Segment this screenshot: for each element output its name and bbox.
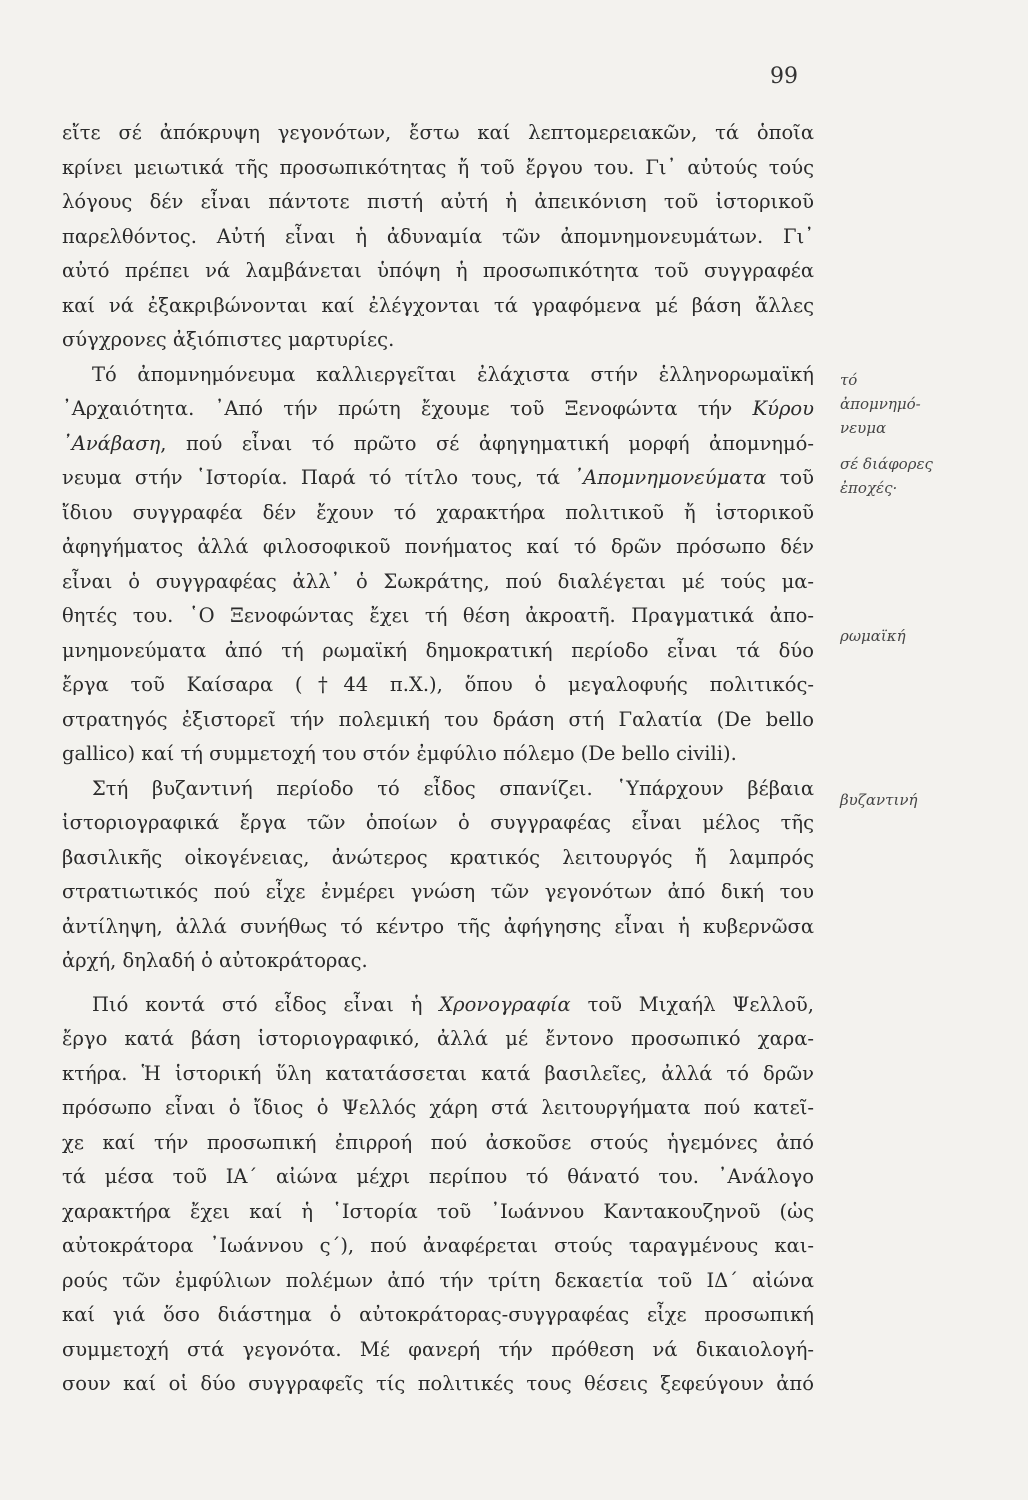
text-segment: Πιό κοντά στό εἶδος εἶναι ἡ [92, 992, 423, 1016]
text-line: κτήρα. Ἡ ἱστορική ὕλη κατατάσσεται κατά βασιλεῖες, ἀλλά τό δρῶν [62, 1061, 814, 1085]
text-line: ἔργο κατά βάση ἱστοριογραφικό, ἀλλά μέ ἔντονο προσωπικό χαρα- [62, 1027, 814, 1050]
margin-note: ἀπομνημό- [840, 395, 921, 413]
text-line: τά μέσα τοῦ ΙΑ΄ αἰώνα μέχρι περίπου τό θάνατό του. ᾿Ανάλογο [62, 1165, 814, 1188]
text-line: πρόσωπο εἶναι ὁ ἴδιος ὁ Ψελλός χάρη στά λειτουργήματα πού κατεῖ- [62, 1096, 814, 1119]
text-line: ἱστοριογραφικά ἔργα τῶν ὁποίων ὁ συγγραφέας εἶναι μέλος τῆς [62, 811, 814, 834]
text-segment: τοῦ Μιχαήλ Ψελλοῦ, [587, 992, 814, 1016]
text-line: Στή βυζαντινή περίοδο τό εἶδος σπανίζει. ῾Υπάρχουν βέβαια [92, 776, 814, 800]
text-line: μνημονεύματα ἀπό τή ρωμαϊκή δημοκρατική περίοδο εἶναι τά δύο [62, 638, 814, 662]
text-line: ρούς τῶν ἐμφύλιων πολέμων ἀπό τήν τρίτη δεκαετία τοῦ ΙΔ΄ αἰώνα [62, 1268, 814, 1292]
text-line: Τό ἀπομνημόνευμα καλλιεργεῖται ἐλάχιστα στήν ἑλληνορωμαϊκή [92, 362, 814, 386]
text-line: ἀντίληψη, ἀλλά συνήθως τό κέντρο τῆς ἀφήγησης εἶναι ἡ κυβερνῶσα [62, 914, 814, 938]
text-line: βασιλικῆς οἰκογένειας, ἀνώτερος κρατικός λειτουργός ἤ λαμπρός [62, 845, 814, 869]
text-segment: νευμα στήν ῾Ιστορία. Παρά τό τίτλο τους, τά [62, 466, 561, 489]
text-line: ἴδιου συγγραφέα δέν ἔχουν τό χαρακτήρα πολιτικοῦ ἤ ἱστορικοῦ [62, 500, 814, 524]
body-text [62, 116, 814, 1402]
italic-title: Κύρου [752, 397, 814, 420]
text-line: στρατιωτικός πού εἶχε ἐνμέρει γνώση τῶν γεγονότων ἀπό δική του [62, 880, 814, 903]
text-line: καί γιά ὅσο διάστημα ὁ αὐτοκράτορας-συγγραφέας εἶχε προσωπική [62, 1303, 814, 1326]
margin-note: βυζαντινή [840, 791, 918, 809]
text-line: εἴτε σέ ἀπόκρυψη γεγονότων, ἔστω καί λεπτομερειακῶν, τά ὁποῖα [62, 121, 814, 144]
text-line [62, 461, 814, 496]
text-line: ἀφηγήματος ἀλλά φιλοσοφικοῦ πονήματος καί τό δρῶν πρόσωπο δέν [62, 535, 814, 558]
text-segment: τοῦ [779, 466, 814, 489]
text-segment: , πού εἶναι τό πρῶτο σέ ἀφηγηματική μορφή ἀπομνημό- [160, 431, 814, 455]
text-line: αὐτό πρέπει νά λαμβάνεται ὑπόψη ἡ προσωπικότητα τοῦ συγγραφέα [62, 259, 814, 282]
text-line: ἀρχή, δηλαδή ὁ αὐτοκράτορας. [62, 949, 368, 972]
margin-note: ἐποχές· [840, 479, 898, 497]
text-line [62, 988, 814, 1023]
text-line: συμμετοχή στά γεγονότα. Μέ φανερή τήν πρόθεση νά δικαιολογή- [62, 1337, 814, 1361]
text-line: χαρακτήρα ἔχει καί ἡ ῾Ιστορία τοῦ ᾿Ιωάννου Καντακουζηνοῦ (ὡς [62, 1199, 814, 1223]
italic-title: ᾿Απομνημονεύματα [573, 466, 767, 489]
text-line: gallico) καί τή συμμετοχή του στόν ἐμφύλιο πόλεμο (De bello civili). [62, 742, 737, 765]
text-line: χε καί τήν προσωπική ἐπιρροή πού ἀσκοῦσε στούς ἡγεμόνες ἀπό [62, 1130, 814, 1154]
text-line: σύγχρονες ἀξιόπιστες μαρτυρίες. [62, 328, 395, 351]
text-line [62, 392, 814, 427]
margin-note: σέ διάφορες [840, 455, 933, 473]
margin-note: ρωμαϊκή [840, 627, 906, 645]
text-line: ἔργα τοῦ Καίσαρα (†44 π.Χ.), ὅπου ὁ μεγαλοφυής πολιτικός- [62, 673, 814, 696]
text-line: εἶναι ὁ συγγραφέας ἀλλ᾿ ὁ Σωκράτης, πού διαλέγεται μέ τούς μα- [62, 569, 814, 593]
text-line [62, 427, 814, 462]
text-line: σουν καί οἱ δύο συγγραφεῖς τίς πολιτικές τους θέσεις ξεφεύγουν ἀπό [62, 1372, 814, 1395]
text-segment: ᾿Αρχαιότητα. ᾿Από τήν πρώτη ἔχουμε τοῦ Ξενοφώντα τήν [62, 397, 733, 420]
text-line: παρελθόντος. Αὐτή εἶναι ἡ ἀδυναμία τῶν ἀπομνημονευμάτων. Γι᾿ [62, 224, 814, 248]
italic-title: ᾿Ανάβαση [62, 431, 161, 455]
italic-title: Χρονογραφία [439, 992, 571, 1016]
text-line: αὐτοκράτορα ᾿Ιωάννου ς΄), πού ἀναφέρεται στούς ταραγμένους και- [62, 1234, 814, 1257]
text-line: κρίνει μειωτικά τῆς προσωπικότητας ἤ τοῦ ἔργου του. Γι᾿ αὐτούς τούς [62, 155, 814, 179]
text-line: καί νά ἐξακριβώνονται καί ἐλέγχονται τά γραφόμενα μέ βάση ἄλλες [62, 293, 814, 317]
margin-note: τό [840, 371, 858, 389]
page-number: 99 [770, 64, 798, 89]
text-line: θητές του. ῾Ο Ξενοφώντας ἔχει τή θέση ἀκροατῆ. Πραγματικά ἀπο- [62, 604, 814, 627]
text-line: λόγους δέν εἶναι πάντοτε πιστή αὐτή ἡ ἀπεικόνιση τοῦ ἱστορικοῦ [62, 190, 814, 213]
margin-note: νευμα [840, 419, 887, 437]
text-line: στρατηγός ἐξιστορεῖ τήν πολεμική του δράση στή Γαλατία (De bello [62, 707, 814, 731]
